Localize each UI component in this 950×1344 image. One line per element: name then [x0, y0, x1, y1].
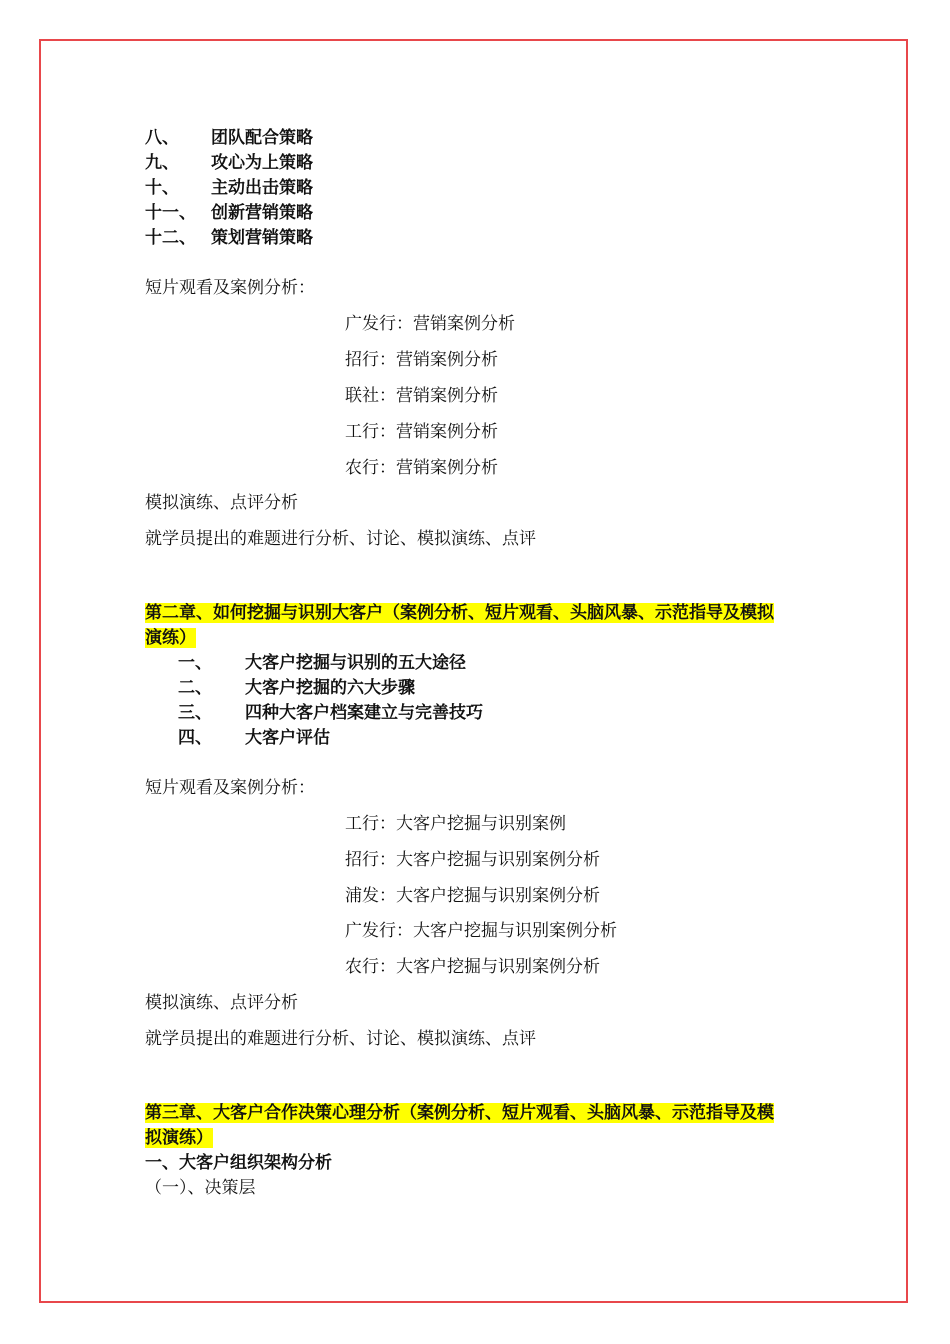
list-item-number: 八、 [145, 128, 179, 148]
list-item-text: 大客户评估 [245, 728, 330, 748]
list-item-text: 策划营销策略 [211, 228, 313, 248]
list-item [145, 227, 313, 249]
list-item [145, 177, 313, 199]
chapter-title [145, 1101, 865, 1151]
video-label: 短片观看及案例分析： [145, 778, 315, 798]
list-item-number: 十一、 [145, 203, 196, 223]
discussion-text: 就学员提出的难题进行分析、讨论、模拟演练、点评 [145, 529, 536, 549]
list-item-number: 九、 [145, 153, 179, 173]
list-item-text: 主动出击策略 [211, 178, 313, 198]
case-item: 广发行：大客户挖掘与识别案例分析 [345, 921, 617, 941]
subsection-item: （一）、决策层 [145, 1178, 256, 1198]
list-item-text: 大客户挖掘的六大步骤 [245, 678, 415, 698]
section-subheading: 一、大客户组织架构分析 [145, 1153, 332, 1173]
case-item: 广发行：营销案例分析 [345, 314, 515, 334]
list-item-text: 创新营销策略 [211, 203, 313, 223]
chapter-title-line: 第三章、大客户合作决策心理分析（案例分析、短片观看、头脑风暴、示范指导及模 [145, 1103, 774, 1123]
list-item-number: 一、 [178, 653, 212, 673]
list-item-number: 十二、 [145, 228, 196, 248]
list-item-number: 十、 [145, 178, 179, 198]
list-item-number: 四、 [178, 728, 212, 748]
list-item [145, 127, 313, 149]
simulation-text: 模拟演练、点评分析 [145, 993, 298, 1013]
case-item: 农行：大客户挖掘与识别案例分析 [345, 957, 600, 977]
case-item: 招行：大客户挖掘与识别案例分析 [345, 850, 600, 870]
list-item-text: 四种大客户档案建立与完善技巧 [245, 703, 483, 723]
video-label: 短片观看及案例分析： [145, 278, 315, 298]
chapter-title-line: 第二章、如何挖掘与识别大客户（案例分析、短片观看、头脑风暴、示范指导及模拟 [145, 603, 774, 623]
list-item-text: 团队配合策略 [211, 128, 313, 148]
case-item: 工行：营销案例分析 [345, 422, 498, 442]
list-item [178, 727, 330, 749]
list-item-number: 三、 [178, 703, 212, 723]
list-item-number: 二、 [178, 678, 212, 698]
chapter-title-line: 拟演练） [145, 1128, 213, 1148]
case-item: 农行：营销案例分析 [345, 458, 498, 478]
list-item-text: 攻心为上策略 [211, 153, 313, 173]
chapter-title-line: 演练） [145, 628, 196, 648]
case-item: 招行：营销案例分析 [345, 350, 498, 370]
case-item: 浦发：大客户挖掘与识别案例分析 [345, 886, 600, 906]
chapter-title [145, 601, 865, 651]
list-item-text: 大客户挖掘与识别的五大途径 [245, 653, 466, 673]
list-item [178, 652, 466, 674]
case-item: 联社：营销案例分析 [345, 386, 498, 406]
list-item [178, 677, 415, 699]
discussion-text: 就学员提出的难题进行分析、讨论、模拟演练、点评 [145, 1029, 536, 1049]
list-item [178, 702, 483, 724]
list-item [145, 152, 313, 174]
list-item [145, 202, 313, 224]
simulation-text: 模拟演练、点评分析 [145, 493, 298, 513]
case-item: 工行：大客户挖掘与识别案例 [345, 814, 566, 834]
